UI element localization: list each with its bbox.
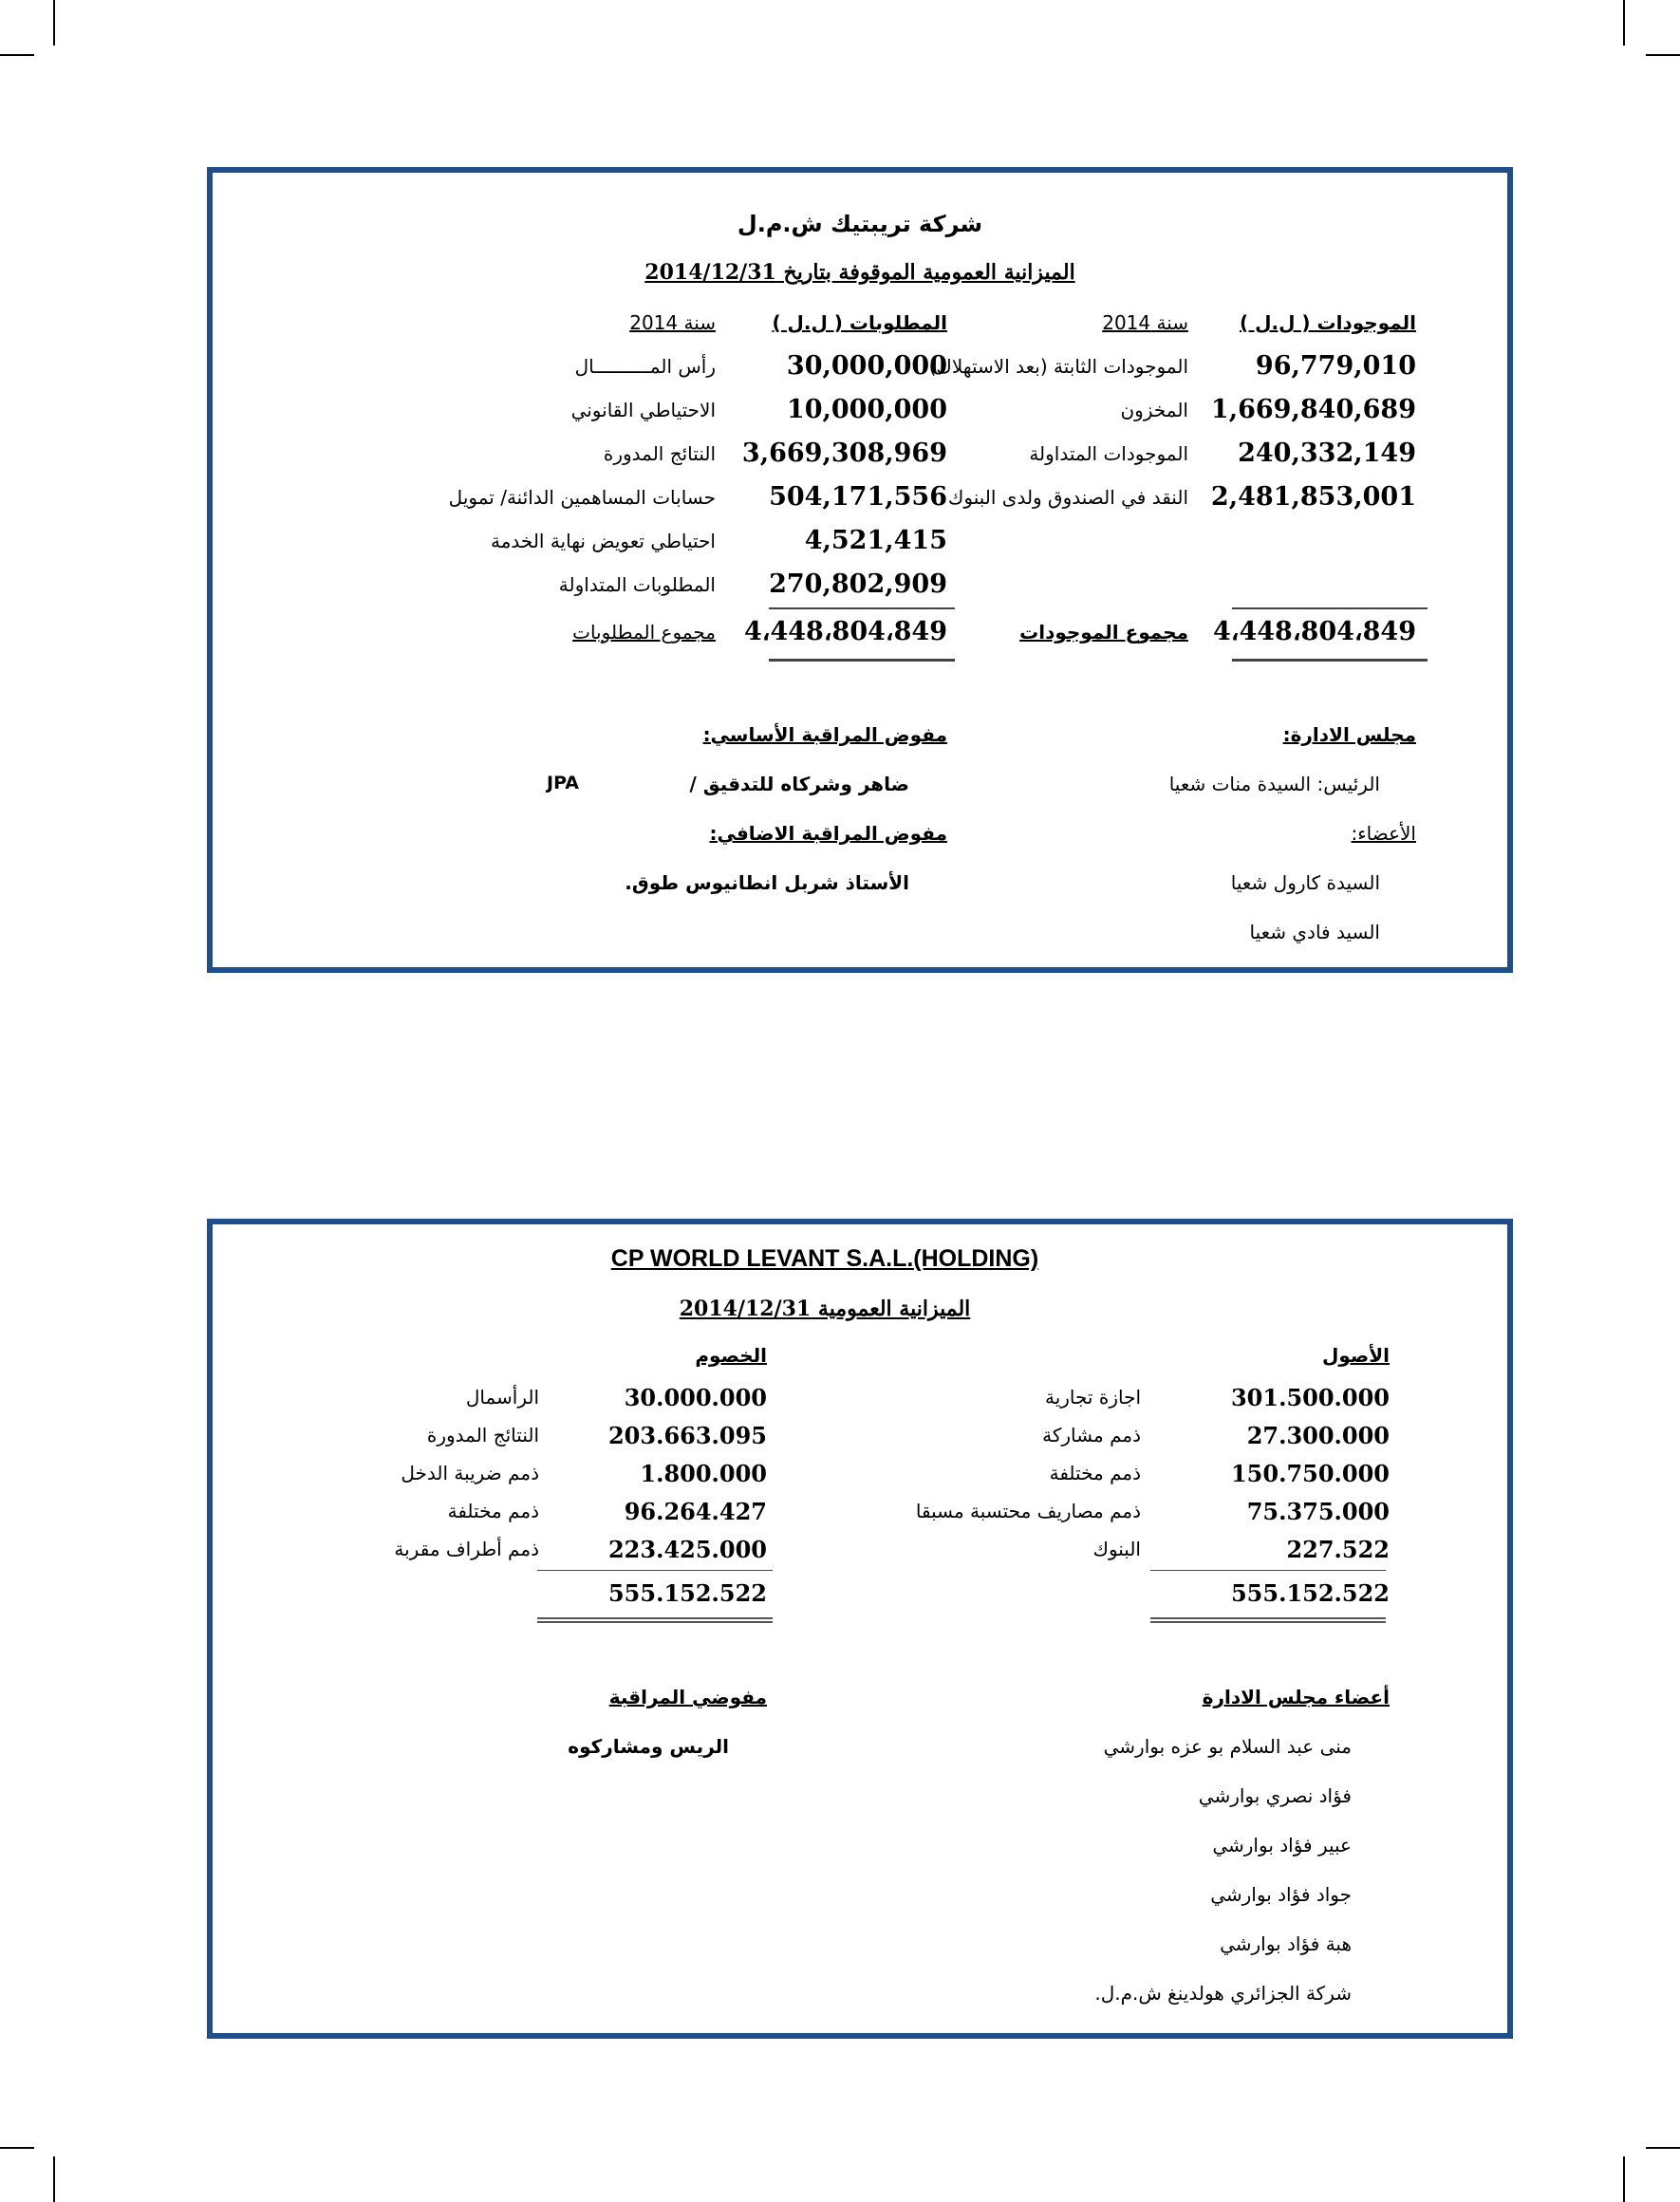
extra-auditor-header: مفوض المراقبة الاضافي: (709, 822, 947, 845)
assets-total-value: 555.152.522 (1230, 1579, 1390, 1607)
liabilities-total-double-rule (537, 1617, 773, 1623)
liability-value: 96.264.427 (624, 1498, 767, 1525)
crop-mark (1646, 54, 1680, 56)
board-member: جواد فؤاد بوارشي (1210, 1883, 1352, 1906)
liabilities-header: المطلوبات ( ل.ل ) (772, 311, 947, 334)
board-member: السيد فادي شعيا (1249, 921, 1380, 943)
liability-value: 30.000.000 (624, 1384, 767, 1411)
board-member: عبير فؤاد بوارشي (1212, 1834, 1352, 1857)
asset-value: 240,332,149 (1238, 439, 1416, 468)
assets-header: الموجودات ( ل.ل ) (1240, 311, 1416, 334)
crop-mark (0, 2147, 34, 2149)
balance-sheet-box-triptyque (207, 167, 1513, 973)
balance-sheet-subtitle: الميزانية العمومية الموقوفة بتاريخ 2014/12/31 (644, 260, 1075, 285)
liability-label: ذمم مختلفة (447, 1500, 539, 1522)
assets-year-header: سنة 2014 (1102, 311, 1188, 334)
balance-sheet-subtitle: الميزانية العمومية 2014/12/31 (679, 1297, 971, 1321)
liabilities-year-header: سنة 2014 (629, 311, 716, 334)
liability-value: 270,802,909 (769, 569, 947, 599)
liabilities-total-underline (769, 659, 955, 662)
board-member: السيدة كارول شعيا (1230, 871, 1380, 894)
main-auditor-header: مفوض المراقبة الأساسي: (702, 723, 947, 746)
asset-value: 150.750.000 (1230, 1460, 1390, 1487)
company-title: شركة تريبتيك ش.م.ل (737, 211, 983, 237)
assets-total-rule (1150, 1570, 1386, 1571)
liability-label: الاحتياطي القانوني (570, 399, 716, 421)
liabilities-total-label: مجموع المطلوبات (572, 621, 716, 644)
crop-mark (53, 2156, 55, 2202)
liabilities-total-rule (769, 607, 955, 609)
board-header: مجلس الادارة: (1282, 723, 1416, 746)
liability-value: 504,171,556 (769, 482, 947, 512)
liability-value: 3,669,308,969 (741, 439, 947, 468)
liability-value: 10,000,000 (786, 395, 947, 424)
liability-label: رأس المــــــــــال (574, 355, 716, 378)
liability-label: المطلوبات المتداولة (558, 573, 716, 596)
asset-value: 227.522 (1286, 1536, 1390, 1563)
asset-value: 27.300.000 (1246, 1422, 1390, 1449)
asset-value: 96,779,010 (1255, 351, 1416, 381)
liability-label: ذمم أطراف مقربة (394, 1538, 539, 1560)
board-chair: الرئيس: السيدة منات شعيا (1168, 773, 1380, 795)
board-member: شركة الجزائري هولدينغ ش.م.ل. (1094, 1982, 1352, 2005)
asset-value: 75.375.000 (1246, 1498, 1390, 1525)
liability-label: النتائج المدورة (426, 1424, 539, 1446)
assets-total-double-rule (1150, 1617, 1386, 1623)
liability-label: النتائج المدورة (603, 442, 716, 465)
liability-label: ذمم ضريبة الدخل (401, 1462, 539, 1484)
members-header: الأعضاء: (1351, 822, 1416, 845)
liability-value: 1.800.000 (640, 1460, 767, 1487)
crop-mark (0, 54, 34, 56)
asset-label: ذمم مختلفة (1049, 1462, 1141, 1484)
asset-label: النقد في الصندوق ولدى البنوك (947, 486, 1188, 509)
liabilities-total-value: 555.152.522 (607, 1579, 767, 1607)
crop-mark (1623, 0, 1625, 46)
asset-label: المخزون (1120, 399, 1188, 421)
crop-mark (1623, 2156, 1625, 2202)
liability-label: حسابات المساهمين الدائنة/ تمويل (448, 486, 716, 509)
extra-auditor-name: الأستاذ شربل انطانيوس طوق. (625, 871, 909, 894)
liability-label: احتياطي تعويض نهاية الخدمة (490, 530, 716, 552)
assets-header: الأصول (1322, 1344, 1390, 1367)
assets-total-value: 4،448،804،849 (1212, 617, 1416, 646)
assets-total-rule (1232, 607, 1428, 609)
liability-value: 4,521,415 (804, 526, 947, 555)
asset-label: اجازة تجارية (1044, 1386, 1141, 1409)
assets-total-underline (1232, 659, 1428, 662)
liability-value: 223.425.000 (607, 1536, 767, 1563)
asset-label: ذمم مصاريف محتسبة مسبقا (915, 1500, 1141, 1522)
main-auditor-name: ضاهر وشركاه للتدقيق / (689, 773, 909, 795)
board-member: هبة فؤاد بوارشي (1220, 1932, 1352, 1955)
auditors-header: مفوضي المراقبة (608, 1686, 767, 1708)
asset-label: البنوك (1092, 1538, 1141, 1560)
crop-mark (53, 0, 55, 46)
auditors-name: الريس ومشاركوه (568, 1735, 729, 1758)
main-auditor-code: JPA (547, 773, 579, 793)
crop-mark (1646, 2147, 1680, 2149)
company-title: CP WORLD LEVANT S.A.L.(HOLDING) (610, 1245, 1039, 1272)
assets-total-label: مجموع الموجودات (1019, 621, 1188, 644)
balance-sheet-box-cp-world (207, 1219, 1513, 2039)
board-member: فؤاد نصري بوارشي (1198, 1784, 1352, 1807)
board-header: أعضاء مجلس الادارة (1202, 1686, 1390, 1708)
board-member: منى عبد السلام بو عزه بوارشي (1103, 1735, 1352, 1758)
liabilities-total-value: 4،448،804،849 (743, 617, 947, 646)
asset-label: الموجودات المتداولة (1029, 442, 1188, 465)
asset-value: 301.500.000 (1230, 1384, 1390, 1411)
liability-value: 30,000,000 (786, 351, 947, 381)
liabilities-header: الخصوم (695, 1344, 767, 1367)
asset-label: الموجودات الثابتة (بعد الاستهلاك) (928, 355, 1188, 378)
liability-value: 203.663.095 (607, 1422, 767, 1449)
asset-label: ذمم مشاركة (1042, 1424, 1141, 1446)
asset-value: 1,669,840,689 (1210, 395, 1416, 424)
asset-value: 2,481,853,001 (1210, 482, 1416, 512)
liabilities-total-rule (537, 1570, 773, 1571)
liability-label: الرأسمال (465, 1386, 539, 1409)
